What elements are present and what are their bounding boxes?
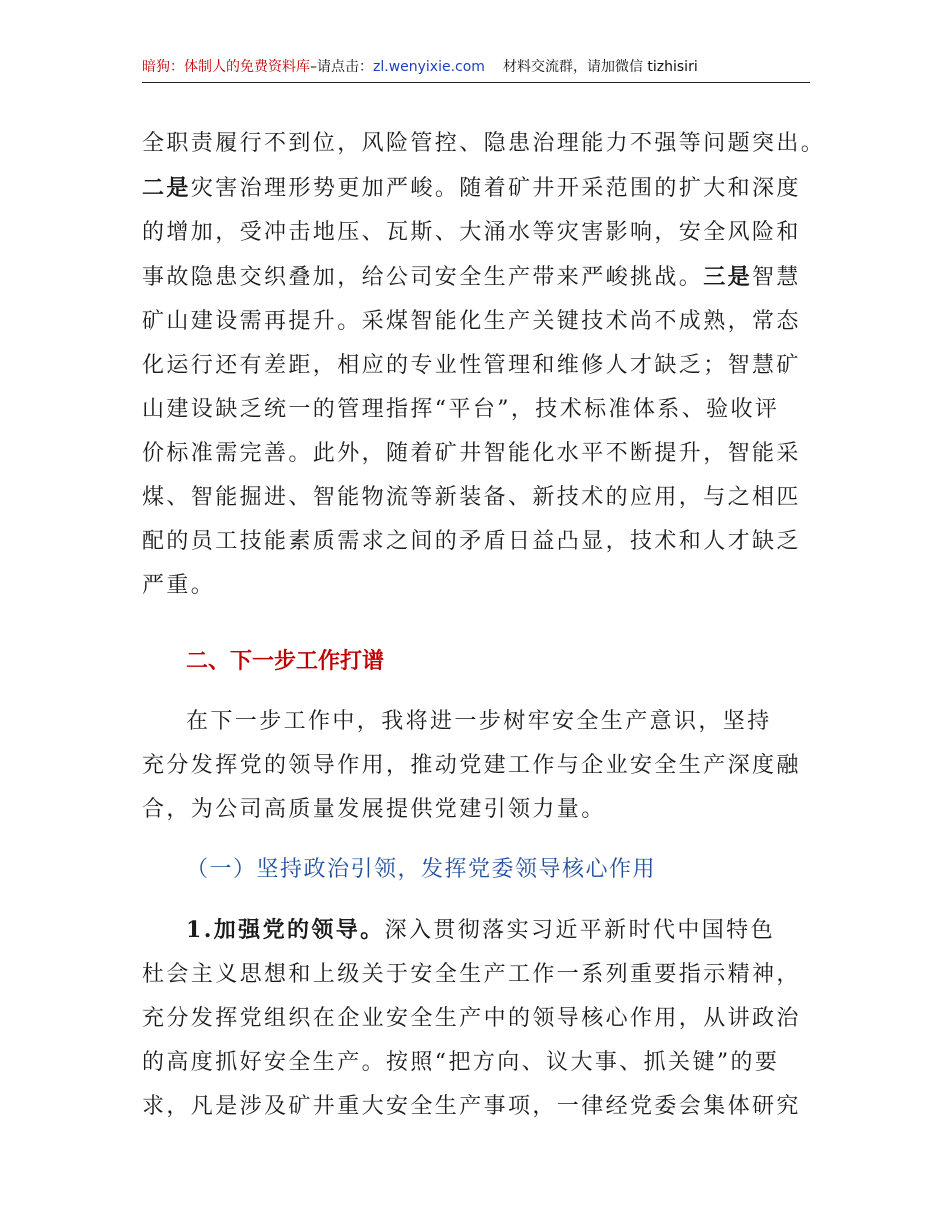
emphasis-label: 三是 [703,264,753,290]
text-run: 价标准需完善。此外，随着矿井智能化水平不断提升，智能采 [142,441,801,466]
text-line [142,122,826,166]
text-line [142,166,822,211]
text-run: 山建设缺乏统一的管理指挥“平台”，技术标准体系、验收评 [142,397,780,422]
text-line [142,432,822,476]
subsection-heading: （一）坚持政治引领，发挥党委领导核心作用 [186,857,657,882]
text-line [142,300,822,344]
text-line: 充分发挥党的领导作用，推动党建工作与企业安全生产深度融 [142,753,801,778]
text-run: 配的员工技能素质需求之间的矛盾日益凸显，技术和人才缺乏 [142,529,801,554]
text-run: 智慧 [752,265,801,290]
text-run: 化运行还有差距，相应的专业性管理和维修人才缺乏；智慧矿 [142,353,801,378]
emphasis-label: 二是 [142,175,191,201]
header-url-link[interactable]: zl.wenyixie.com [373,59,485,75]
paragraph-party-leadership [142,908,822,1129]
page-header [142,56,810,83]
text-run: 事故隐患交织叠加，给公司安全生产带来严峻挑战。 [142,265,704,290]
text-line [142,344,822,388]
paragraph-issues [142,122,826,608]
text-line [142,388,822,432]
text-line [142,476,822,520]
text-run: 的增加，受冲击地压、瓦斯、大涌水等灾害影响，安全风险和 [142,220,801,245]
document-body [142,122,826,1129]
text-line [142,908,822,953]
text-run: 灾害治理形势更加严峻。随着矿井开采范围的扩大和深度 [190,176,801,201]
text-line [142,255,822,300]
section-heading: 二、下一步工作打谱 [186,649,385,674]
text-run: 全职责履行不到位，风险管控、隐患治理能力不强等问题突出。 [142,131,826,156]
text-line: 充分发挥党组织在企业安全生产中的领导核心作用，从讲政治 [142,1006,801,1031]
header-group-note: 材料交流群，请加微信 tizhisiri [502,59,698,75]
text-line: 的高度抓好安全生产。按照“把方向、议大事、抓关键”的要 [142,1050,780,1075]
text-line [142,564,822,608]
text-run: 煤、智能掘进、智能物流等新装备、新技术的应用，与之相匹 [142,485,801,510]
text-run: 矿山建设需再提升。采煤智能化生产关键技术尚不成熟，常态 [142,309,801,334]
header-click-prefix: –请点击： [310,59,373,75]
text-line: 合，为公司高质量发展提供党建引领力量。 [142,797,606,822]
text-line [142,520,822,564]
text-line: 求，凡是涉及矿井重大安全生产事项，一律经党委会集体研究 [142,1094,801,1119]
item-title: 1.加强党的领导。 [186,917,385,943]
text-line: 杜会主义思想和上级关于安全生产工作一系列重要指示精神， [142,962,801,987]
text-run: 深入贯彻落实习近平新时代中国特色 [384,918,775,943]
text-line: 在下一步工作中，我将进一步树牢安全生产意识，坚持 [186,709,772,734]
paragraph-next-steps [142,700,822,832]
text-run: 严重。 [142,573,216,598]
header-brand: 暗狗：体制人的免费资料库 [142,59,310,75]
text-line [142,211,822,255]
